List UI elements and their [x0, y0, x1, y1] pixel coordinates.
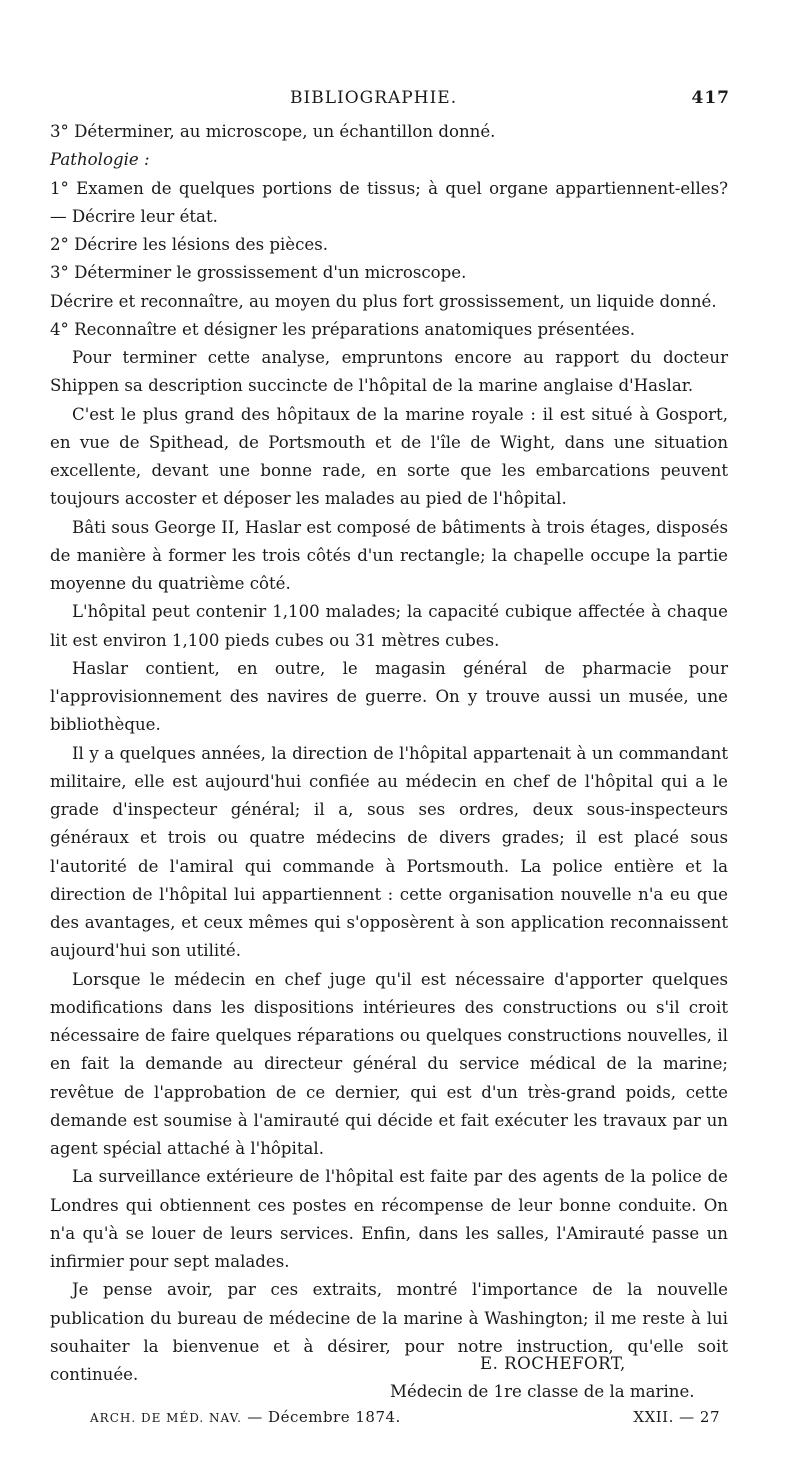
list-item: 4° Reconnaître et désigner les préparations anatomiques présentées.	[50, 319, 636, 339]
page-footer	[50, 1408, 730, 1432]
author-name: E. ROCHEFORT,	[480, 1354, 626, 1373]
paragraph: Lorsque le médecin en chef juge qu'il est nécessaire d'apporter quelques modifications dans les dispositions intérieures des constructions ou s'il croit nécessaire de faire quelques réparations ou quelques constructions nouvelles, il en fait la demande au directeur général du service médical de la marine; revêtue de l'approbation de ce dernier, qui est d'un très-grand poids, cette demande est soumise à l'amirauté qui décide et fait exécuter les travaux par un agent spécial attaché à l'hôpital.	[50, 969, 728, 1158]
issue-date: — Décembre 1874.	[247, 1408, 401, 1426]
paragraph: Il y a quelques années, la direction de l'hôpital appartenait à un commandant militaire, elle est aujourd'hui confiée au médecin en chef de l'hôpital qui a le grade d'inspecteur général; il a, sous ses ordres, deux sous-inspecteurs généraux et trois ou quatre médecins de divers grades; il est placé sous l'autorité de l'amiral qui commande à Portsmouth. La police entière et la direction de l'hôpital lui appartiennent : cette organisation nouvelle n'a eu que des avantages, et ceux mêmes qui s'opposèrent à son application reconnaissent aujourd'hui son utilité.	[50, 743, 728, 961]
volume-number: XXII. — 27	[633, 1408, 720, 1426]
list-item: 2° Décrire les lésions des pièces.	[50, 235, 329, 254]
section-title: BIBLIOGRAPHIE.	[290, 88, 458, 108]
list-item: 1° Examen de quelques portions de tissus; à quel organe appartiennent-elles? — Décrire leur état.	[50, 178, 728, 226]
paragraph: Haslar contient, en outre, le magasin général de pharmacie pour l'approvisionnement des navires de guerre. On y trouve aussi un musée, une bibliothèque.	[50, 658, 728, 735]
paragraph: Je pense avoir, par ces extraits, montré l'importance de la nouvelle publication du bureau de médecine de la marine à Washington; il me reste à lui souhaiter la bienvenue et à désirer, pour notre instruction, qu'elle soit continuée.	[50, 1280, 728, 1384]
journal-name: ARCH. DE MÉD. NAV.	[90, 1411, 242, 1425]
paragraph: Pour terminer cette analyse, empruntons encore au rapport du docteur Shippen sa description succincte de l'hôpital de la marine anglaise d'Haslar.	[50, 348, 728, 396]
document-page	[50, 0, 750, 1470]
body-text	[50, 118, 728, 1389]
page-number: 417	[691, 88, 730, 108]
list-item: Décrire et reconnaître, au moyen du plus fort grossissement, un liquide donné.	[50, 291, 717, 311]
journal-citation	[90, 1408, 401, 1426]
paragraph: Bâti sous George II, Haslar est composé de bâtiments à trois étages, disposés de manière à former les trois côtés d'un rectangle; la chapelle occupe la partie moyenne du quatrième côté.	[50, 517, 728, 593]
paragraph: La surveillance extérieure de l'hôpital est faite par des agents de la police de Londres qui obtiennent ces postes en récompense de leur bonne conduite. On n'a qu'à se louer de leurs services. Enfin, dans les salles, l'Amirauté passe un infirmier pour sept malades.	[50, 1167, 728, 1271]
list-item: 3° Déterminer, au microscope, un échantillon donné.	[50, 122, 496, 141]
paragraph: L'hôpital peut contenir 1,100 malades; la capacité cubique affectée à chaque lit est environ 1,100 pieds cubes ou 31 mètres cubes.	[50, 602, 728, 650]
list-item: 3° Déterminer le grossissement d'un microscope.	[50, 263, 467, 283]
section-heading: Pathologie :	[50, 150, 150, 170]
author-role: Médecin de 1re classe de la marine.	[390, 1382, 695, 1401]
running-head	[50, 88, 730, 112]
paragraph: C'est le plus grand des hôpitaux de la marine royale : il est situé à Gosport, en vue de Spithead, de Portsmouth et de l'île de Wight, dans une situation excellente, devant une bonne rade, en sorte que les embarcations peuvent toujours accoster et déposer les malades au pied de l'hôpital.	[50, 404, 728, 509]
